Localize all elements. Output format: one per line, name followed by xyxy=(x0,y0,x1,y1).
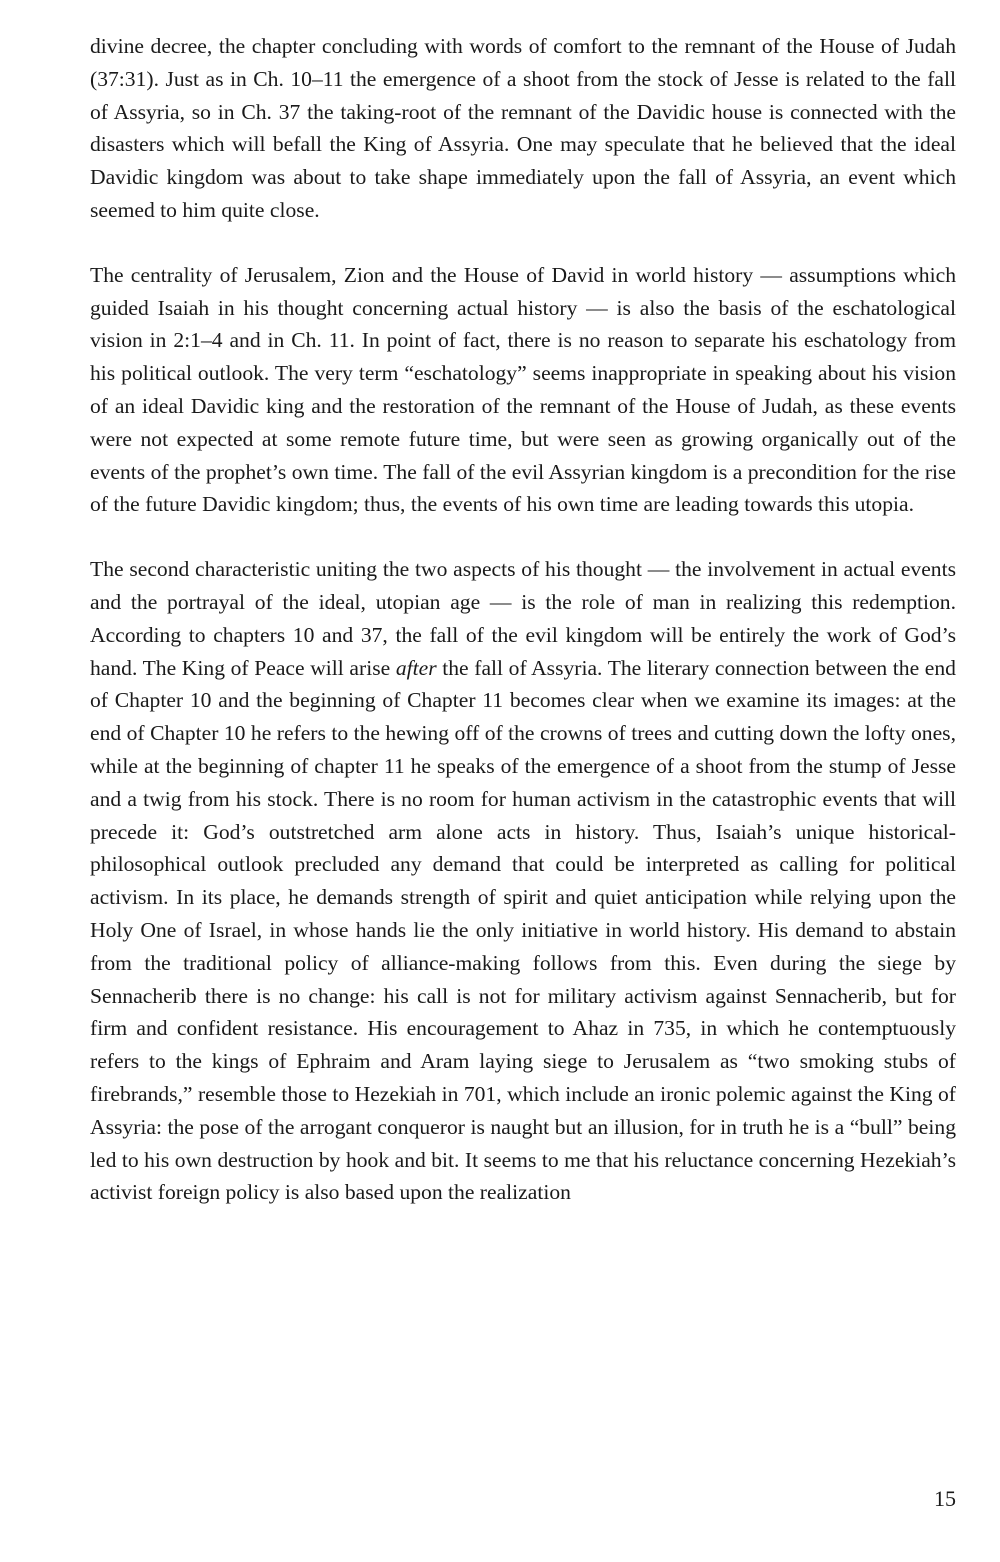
paragraph-3 xyxy=(90,553,956,1209)
paragraph-1 xyxy=(90,30,956,227)
page-number: 15 xyxy=(934,1486,956,1511)
paragraph-gap xyxy=(90,521,956,553)
paragraph-2 xyxy=(90,259,956,521)
paragraph-gap xyxy=(90,227,956,259)
body-text xyxy=(90,30,956,1209)
paragraph-3-italic-after: after xyxy=(395,655,437,680)
paragraph-3-text-b: the fall of Assyria. The literary connection between the end of Chapter 10 and the beginning of Chapter 11 becomes clear when we examine its images: at the end of Chapter 10 he refers to the hewing off of the crowns of trees and cutting down the lofty ones, while at the beginning of chapter 11 he speaks of the emergence of a shoot from the stump of Jesse and a twig from his stock. There is no room for human activism in the catastrophic events that will precede it: God’s outstretched arm alone acts in history. Thus, Isaiah’s unique historical-philosophical outlook precluded any demand that could be interpreted as calling for political activism. In its place, he demands strength of spirit and quiet anticipation while relying upon the Holy One of Israel, in whose hands lie the only initiative in world history. His demand to abstain from the traditional policy of alliance-making follows from this. Even during the siege by Sennacherib there is no change: his call is not for military activism against Sennacherib, but for firm and confident resistance. His encouragement to Ahaz in 735, in which he contemptuously refers to the kings of Ephraim and Aram laying siege to Jerusalem as “two smoking stubs of firebrands,” resemble those to Hezekiah in 701, which include an ironic polemic against the King of Assyria: the pose of the arrogant conqueror is naught but an illusion, for in truth he is a “bull” being led to his own destruction by hook and bit. It seems to me that his reluctance concerning Hezekiah’s activist foreign policy is also based upon the realization xyxy=(90,655,956,1205)
paragraph-1-text: divine decree, the chapter concluding with words of comfort to the remnant of the House of Judah (37:31). Just as in Ch. 10–11 the emergence of a shoot from the stock of Jesse is related to the fall of Assyria, so in Ch. 37 the taking-root of the remnant of the Davidic house is connected with the disasters which will befall the King of Assyria. One may speculate that he believed that the ideal Davidic kingdom was about to take shape immediately upon the fall of Assyria, an event which seemed to him quite close. xyxy=(90,34,956,222)
paragraph-2-text: The centrality of Jerusalem, Zion and the House of David in world history — assumptions which guided Isaiah in his thought concerning actual history — is also the basis of the eschatological vision in 2:1–4 and in Ch. 11. In point of fact, there is no reason to separate his eschatology from his political outlook. The very term “eschatology” seems inappropriate in speaking about his vision of an ideal Davidic king and the restoration of the remnant of the House of Judah, as these events were not expected at some remote future time, but were seen as growing organically out of the events of the prophet’s own time. The fall of the evil Assyrian kingdom is a precondition for the rise of the future Davidic kingdom; thus, the events of his own time are leading towards this utopia. xyxy=(90,262,956,517)
paragraph-3-text-a: The second characteristic uniting the two aspects of his thought — the involvement in actual events and the portrayal of the ideal, utopian age — is the role of man in realizing this redemption. According to chapters 10 and 37, the fall of the evil kingdom will be entirely the work of God’s hand. The King of Peace will arise xyxy=(90,557,956,680)
